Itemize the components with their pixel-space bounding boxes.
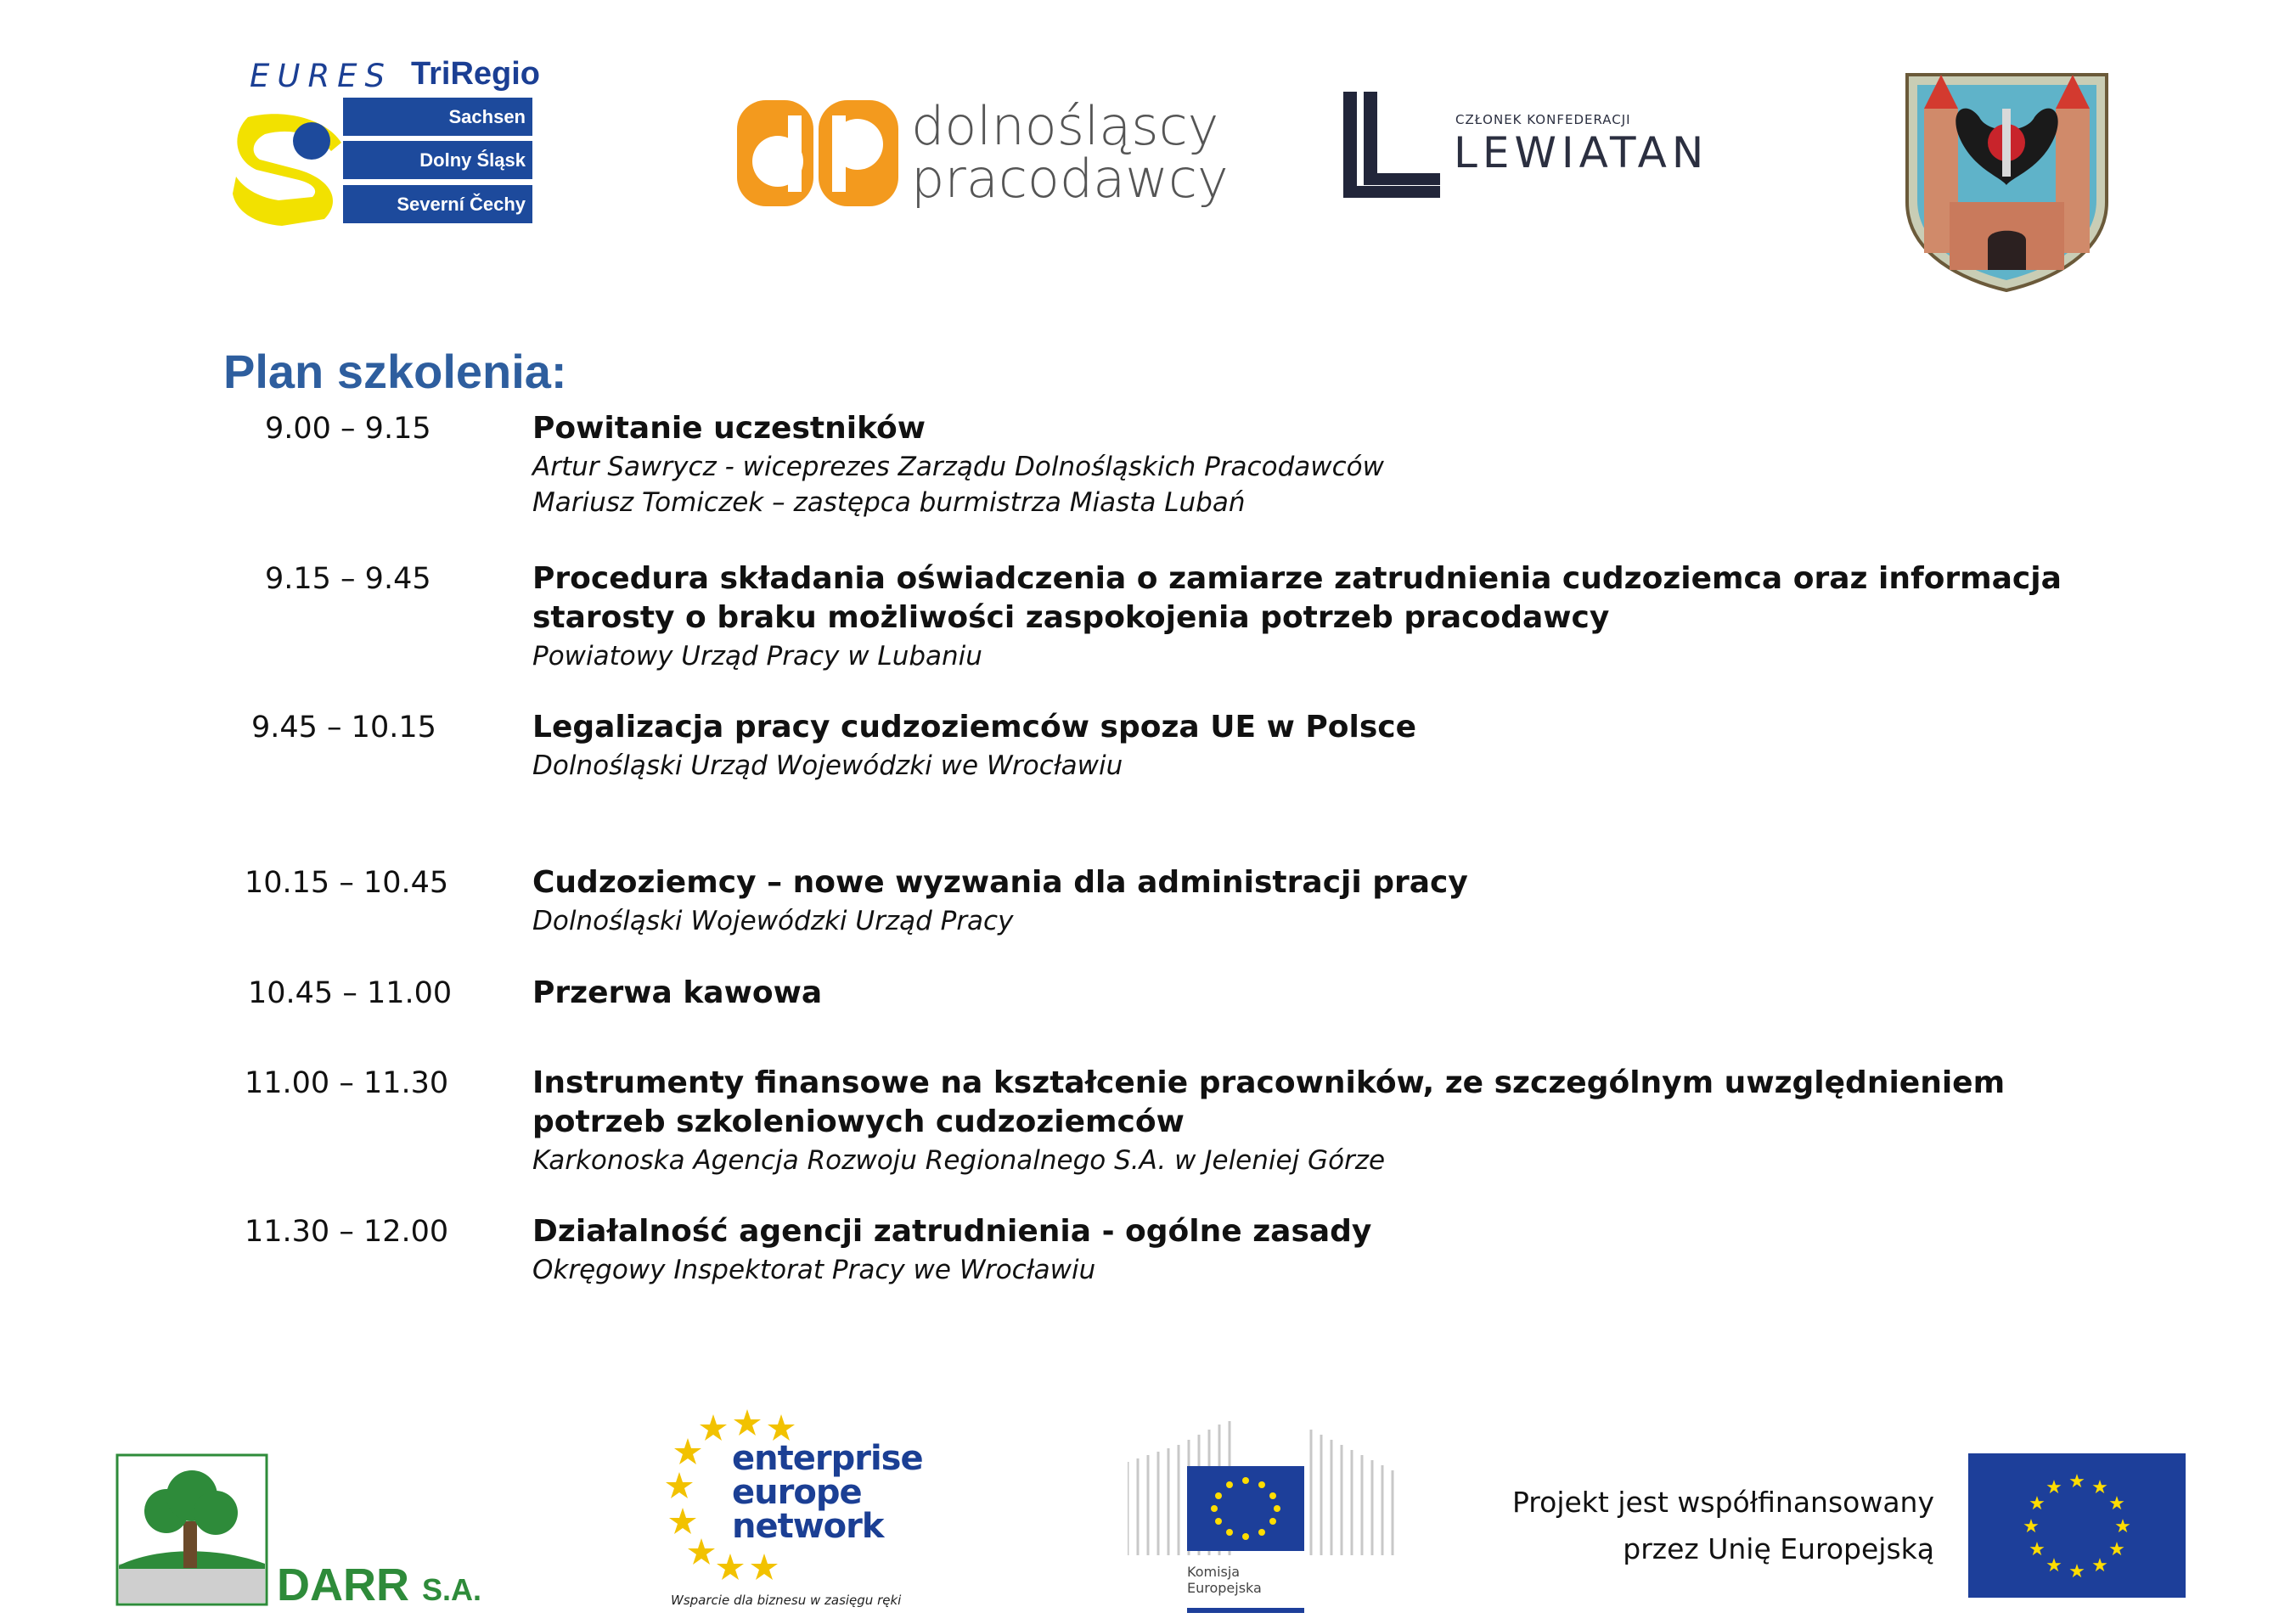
dp-line-2: pracodawcy (911, 148, 1229, 210)
agenda-time: 10.45 – 11.00 (248, 976, 453, 1010)
een-tagline: Wsparcie dla biznesu w zasięgu ręki (671, 1593, 902, 1608)
agenda-time: 10.15 – 10.45 (245, 866, 449, 900)
darr-name-suffix: S.A. (422, 1572, 482, 1607)
svg-text:★: ★ (2108, 1539, 2125, 1560)
agenda-time: 9.15 – 9.45 (265, 562, 431, 596)
lewiatan-name: LEWIATAN (1454, 128, 1709, 177)
agenda-speaker: Mariusz Tomiczek – zastępca burmistrza Miasta Lubań (532, 487, 1246, 518)
svg-text:★: ★ (2108, 1493, 2125, 1514)
darr-tree-icon (115, 1453, 268, 1606)
page-title: Plan szkolenia: (223, 345, 567, 398)
enterprise-europe-network-logo (662, 1401, 923, 1618)
eures-hand-icon (231, 109, 358, 228)
agenda-speaker: Dolnośląski Wojewódzki Urząd Pracy (532, 906, 1014, 936)
agenda-topic: Powitanie uczestników (532, 411, 926, 446)
svg-text:★: ★ (2068, 1471, 2085, 1492)
een-line-3: network (732, 1507, 884, 1546)
svg-text:★: ★ (2068, 1561, 2085, 1582)
agenda-time: 9.00 – 9.15 (265, 412, 431, 446)
agenda-speaker: Okręgowy Inspektorat Pracy we Wrocławiu (532, 1255, 1096, 1285)
eu-cofinancing-note (1443, 1479, 1934, 1572)
eures-region-sachsen: Sachsen (343, 98, 532, 136)
agenda-topic: Działalność agencji zatrudnienia - ogólne zasady (532, 1214, 1372, 1249)
agenda-time: 11.00 – 11.30 (245, 1066, 449, 1100)
eures-title: EURES (250, 58, 393, 94)
city-coat-of-arms-icon (1899, 58, 2115, 292)
agenda-topic: Cudzoziemcy – nowe wyzwania dla administracji pracy (532, 865, 1468, 900)
dolnoslascy-pracodawcy-logo (737, 95, 1246, 210)
svg-text:★: ★ (2046, 1555, 2062, 1576)
agenda-speaker: Karkonoska Agencja Rozwoju Regionalnego S.A. w Jeleniej Górze (532, 1145, 1386, 1176)
darr-name (277, 1559, 481, 1611)
svg-text:★: ★ (2023, 1516, 2040, 1537)
agenda-topic: Legalizacja pracy cudzoziemców spoza UE w Polsce (532, 710, 1417, 745)
ec-line-2: Europejska (1187, 1580, 1262, 1596)
eures-triregio-label: TriRegio (411, 56, 541, 92)
svg-text:★: ★ (2114, 1516, 2131, 1537)
agenda-time: 11.30 – 12.00 (245, 1215, 449, 1249)
lewiatan-logo (1343, 92, 1709, 202)
ec-line-1: Komisja (1187, 1564, 1241, 1580)
agenda-topic: Procedura składania oświadczenia o zamiarze zatrudnienia cudzoziemca oraz informacja starosty o braku możliwości zaspokojenia potrzeb pracodawcy (532, 561, 2062, 635)
eures-region-dolny-slask: Dolny Śląsk (343, 141, 532, 179)
lewiatan-mark-icon (1343, 92, 1441, 198)
svg-text:★: ★ (2091, 1555, 2108, 1576)
svg-text:★: ★ (2029, 1539, 2046, 1560)
agenda-topic: Instrumenty finansowe na kształcenie pracowników, ze szczególnym uwzględnieniem potrzeb szkoleniowych cudzoziemców (532, 1065, 2006, 1139)
agenda-speaker: Powiatowy Urząd Pracy w Lubaniu (532, 641, 982, 672)
agenda-topic: Przerwa kawowa (532, 975, 823, 1010)
lewiatan-small-label: CZŁONEK KONFEDERACJI (1455, 112, 1631, 127)
eu-flag-icon (1968, 1453, 2186, 1598)
ec-building-icon (1128, 1419, 1399, 1615)
dp-monogram-icon (737, 100, 898, 206)
eu-note-line-2: przez Unię Europejską (1623, 1532, 1934, 1565)
svg-text:★: ★ (2046, 1477, 2062, 1498)
een-line-2: europe (732, 1473, 862, 1512)
darr-name-main: DARR (277, 1559, 409, 1610)
eu-note-line-1: Projekt jest współfinansowany (1511, 1486, 1934, 1519)
european-commission-logo (1128, 1419, 1399, 1615)
darr-logo (115, 1453, 482, 1611)
eures-region-severni-cechy: Severní Čechy (343, 185, 532, 223)
svg-text:★: ★ (2091, 1477, 2108, 1498)
agenda-speaker: Dolnośląski Urząd Wojewódzki we Wrocławiu (532, 750, 1123, 781)
svg-text:★: ★ (2029, 1493, 2046, 1514)
eures-triregio-logo (231, 56, 541, 228)
dp-line-1: dolnośląscy (911, 95, 1219, 157)
agenda-speaker: Artur Sawrycz - wiceprezes Zarządu Dolnośląskich Pracodawców (532, 452, 1384, 482)
een-line-1: enterprise (732, 1439, 923, 1478)
agenda-time: 9.45 – 10.15 (251, 711, 436, 745)
